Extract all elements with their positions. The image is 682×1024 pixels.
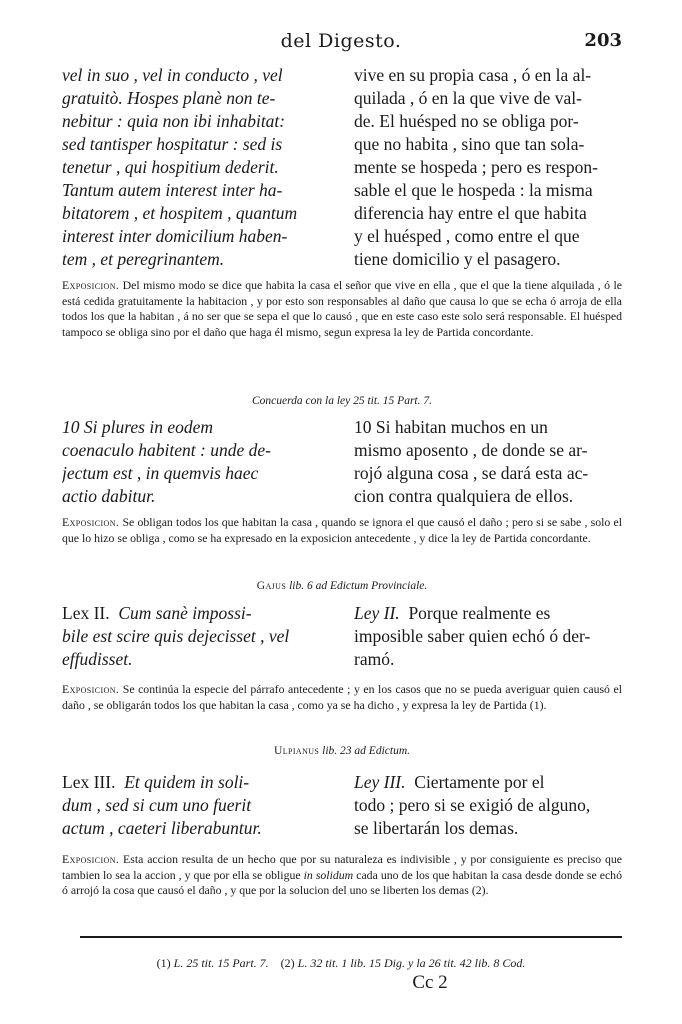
parallel-text-section-4 [62, 771, 622, 840]
page-number: 203 [584, 30, 622, 51]
spanish-column [354, 64, 622, 271]
latin-column [62, 416, 338, 508]
spanish-line-text: Porque realmente es [408, 603, 551, 623]
latin-line-text: Cum sanè impossi- [118, 603, 252, 623]
latin-line: bile est scire quis dejecisset , vel [62, 626, 290, 646]
latin-line: interest inter domicilium haben- [62, 226, 288, 246]
latin-line-text: Et quidem in soli- [124, 772, 250, 792]
ley-heading: Ley III. [354, 772, 406, 792]
exposicion-paragraph [62, 682, 622, 713]
latin-column [62, 771, 338, 840]
concordance-note [62, 395, 622, 407]
spanish-line [354, 771, 622, 794]
latin-line: actio dabitur. [62, 486, 156, 506]
exposicion-text: Se obligan todos los que habitan la casa , quando se ignora el que causó el daño ; pero si se sabe , solo el que lo hizo se obliga , como se ha expresado en la exposicion antecedente , y dice la ley de Partida concordante. [62, 515, 622, 545]
footnote-reference: L. 32 tit. 1 lib. 15 Dig. y la 26 tit. 42 lib. 8 Cod. [297, 956, 526, 970]
lex-heading: Lex II. [62, 603, 110, 623]
exposicion-label: Exposicion. [62, 278, 120, 292]
latin-line: 10 Si plures in eodem [62, 417, 213, 437]
latin-line: coenaculo habitent : unde de- [62, 440, 271, 460]
footnotes [60, 956, 622, 971]
exposicion-label: Exposicion. [62, 852, 120, 866]
exposicion-text: Esta accion resulta de un hecho que por su naturaleza es indivisible , y por consiguiente es preciso que tambien lo sea la accion , y que por ella se obligue [62, 852, 622, 882]
latin-line: effudisset. [62, 649, 133, 669]
footnote-number: (2) [280, 956, 295, 970]
latin-line: dum , sed si cum uno fuerit [62, 795, 252, 815]
spanish-line: y el huésped , como entre el que [354, 226, 580, 246]
latin-line: gratuitò. Hospes planè non te- [62, 88, 276, 108]
signature-mark: Cc 2 [412, 972, 448, 993]
spanish-line: tiene domicilio y el pasagero. [354, 249, 561, 269]
parallel-text-section-3 [62, 602, 622, 671]
latin-line: actum , caeteri liberabuntur. [62, 818, 262, 838]
spanish-line: que no habita , sino que tan sola- [354, 134, 585, 154]
exposicion-text: Se continúa la especie del párrafo antecedente ; y en los casos que no se pueda averiguar quien causó el daño , se obligarán todos los que habitan la casa , como ya se ha dicho , y expresa la ley de Partida (1). [62, 682, 622, 712]
exposicion-paragraph [62, 278, 622, 340]
latin-line: sed tantisper hospitatur : sed is [62, 134, 283, 154]
latin-line: vel in suo , vel in conducto , vel [62, 65, 283, 85]
source-author: Gajus [256, 580, 287, 592]
ley-heading: Ley II. [354, 603, 400, 623]
spanish-line: se libertarán los demas. [354, 818, 519, 838]
latin-line: tenetur , qui hospitium dederit. [62, 157, 279, 177]
source-citation [62, 580, 622, 592]
source-reference: lib. 6 ad Edictum Provinciale. [289, 580, 428, 592]
source-reference: lib. 23 ad Edictum. [322, 745, 410, 757]
spanish-column [354, 771, 622, 840]
spanish-line: diferencia hay entre el que habita [354, 203, 587, 223]
spanish-line [354, 602, 622, 625]
footnote-rule [80, 936, 622, 938]
exposicion-text: Del mismo modo se dice que habita la casa el señor que vive en ella , que el que la tiene alquilada , ó le está cedida gratuitamente la habitacion , y por esto son responsables al daño que causa lo que se echa ó arroja de ella todos los que la habitan , á no ser que se sepa el que lo causó , que en este caso este solo será responsable. El huésped tampoco se obliga sino por el daño que haga él mismo, segun expresa la ley de Partida concordante. [62, 278, 622, 339]
spanish-line: mente se hospeda ; pero es respon- [354, 157, 598, 177]
running-head: del Digesto. [280, 30, 402, 52]
latin-column [62, 602, 338, 671]
exposicion-paragraph [62, 515, 622, 546]
footnote-reference: L. 25 tit. 15 Part. 7. [173, 956, 269, 970]
exposicion-paragraph [62, 852, 622, 899]
source-author: Ulpianus [273, 745, 320, 757]
spanish-column [354, 416, 622, 508]
spanish-column [354, 602, 622, 671]
footnote-number: (1) [156, 956, 171, 970]
parallel-text-section-1 [62, 64, 622, 271]
spanish-line: mismo aposento , de donde se ar- [354, 440, 588, 460]
spanish-line: sable el que le hospeda : la misma [354, 180, 593, 200]
source-citation [62, 745, 622, 757]
spanish-line-text: Ciertamente por el [414, 772, 545, 792]
latin-line [62, 771, 338, 794]
latin-line: jectum est , in quemvis haec [62, 463, 259, 483]
spanish-line: cion contra qualquiera de ellos. [354, 486, 574, 506]
latin-line: bitatorem , et hospitem , quantum [62, 203, 298, 223]
parallel-text-section-2 [62, 416, 622, 508]
spanish-line: rojó alguna cosa , se dará esta ac- [354, 463, 589, 483]
concordance-text: Concuerda con la ley 25 tit. 15 Part. 7. [251, 395, 433, 407]
latin-column [62, 64, 338, 271]
exposicion-text: cada uno de los que habitan la casa desde donde se echó ó arrojó la cosa que causó el daño , y que por la solucion del uno se liberten los demas (2). [62, 867, 622, 897]
latin-line: tem , et peregrinantem. [62, 249, 225, 269]
latin-line: Tantum autem interest inter ha- [62, 180, 283, 200]
page-header [60, 30, 622, 56]
exposicion-italic-term: in solidum [303, 867, 354, 882]
spanish-line: 10 Si habitan muchos en un [354, 417, 548, 437]
lex-heading: Lex III. [62, 772, 116, 792]
spanish-line: quilada , ó en la que vive de val- [354, 88, 582, 108]
latin-line [62, 602, 338, 625]
exposicion-label: Exposicion. [62, 682, 120, 696]
spanish-line: vive en su propia casa , ó en la al- [354, 65, 592, 85]
spanish-line: de. El huésped no se obliga por- [354, 111, 579, 131]
spanish-line: imposible saber quien echó ó der- [354, 626, 591, 646]
spanish-line: todo ; pero si se exigió de alguno, [354, 795, 591, 815]
latin-line: nebitur : quia non ibi inhabitat: [62, 111, 286, 131]
spanish-line: ramó. [354, 649, 395, 669]
exposicion-label: Exposicion. [62, 515, 120, 529]
